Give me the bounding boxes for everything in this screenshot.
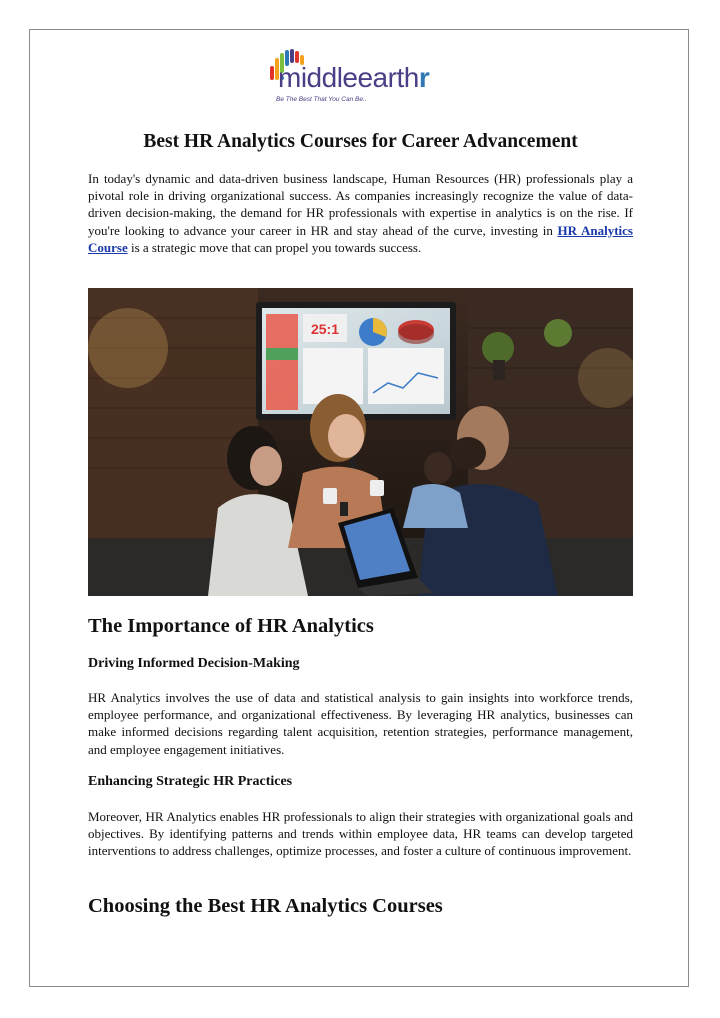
screen-ratio-text: 25:1 bbox=[310, 321, 340, 337]
paragraph-strategic-practices: Moreover, HR Analytics enables HR professionals to align their strategies with organizational goals and objectives. By identifying patterns and trends within employee data, HR teams can develop targeted interventions to address challenges, optimize processes, and foster a culture of continuous improvement. bbox=[88, 809, 633, 859]
intro-paragraph: In today's dynamic and data-driven business landscape, Human Resources (HR) professionals play a pivotal role in driving organizational success. As companies increasingly recognize the value of data-driven decision-making, the demand for HR professionals with expertise in analytics is on the rise. If you're looking to advance your career in HR and stay ahead of the curve, investing in HR Analytics Course is a strategic move that can propel you towards success. bbox=[88, 171, 633, 255]
subheading-strategic-practices: Enhancing Strategic HR Practices bbox=[88, 774, 293, 789]
logo-tagline: Be The Best That You Can Be.. bbox=[276, 96, 367, 103]
company-logo[interactable] bbox=[268, 46, 448, 108]
logo-wordmark: middleearthr bbox=[278, 62, 430, 93]
team-meeting-photo bbox=[88, 288, 633, 596]
article-title: Best HR Analytics Courses for Career Advancement bbox=[143, 131, 578, 152]
hr-analytics-course-link[interactable]: HR Analytics Course bbox=[88, 222, 633, 255]
paragraph-decision-making: HR Analytics involves the use of data and statistical analysis to gain insights into workforce trends, employee performance, and organizational effectiveness. By leveraging HR analytics, businesses can make informed decisions regarding talent acquisition, retention strategies, performance management, and employee engagement initiatives. bbox=[88, 690, 633, 757]
section-heading-choosing-courses: Choosing the Best HR Analytics Courses bbox=[88, 895, 443, 917]
section-heading-importance: The Importance of HR Analytics bbox=[88, 615, 374, 637]
subheading-decision-making: Driving Informed Decision-Making bbox=[88, 656, 300, 671]
